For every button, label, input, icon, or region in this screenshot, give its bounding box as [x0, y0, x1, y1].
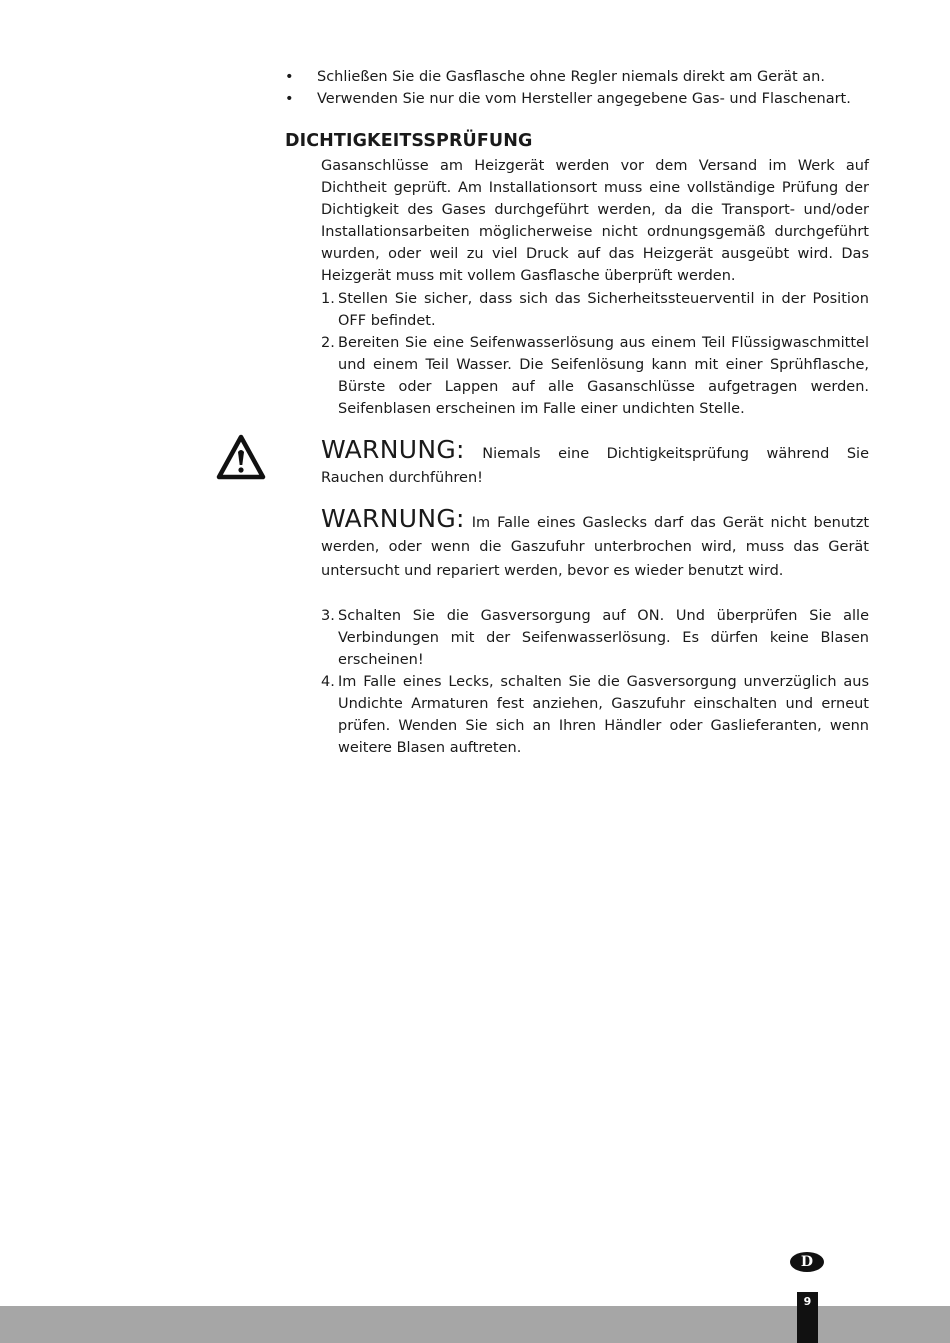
step-number: 2.: [321, 335, 335, 351]
bullet-item: [285, 88, 875, 110]
warning-label: WARNUNG:: [321, 504, 465, 533]
bullet-text: Verwenden Sie nur die vom Hersteller angegebene Gas- und Flaschenart.: [317, 91, 851, 107]
step-item: [321, 605, 869, 671]
page-number: 9: [797, 1292, 818, 1343]
steps-list-second: [321, 605, 869, 759]
warning-text: Im Falle eines Gaslecks darf das Gerät nicht benutzt werden, oder wenn die Gaszufuhr unterbrochen wird, muss das Gerät untersucht und repariert werden, bevor es wieder benutzt wird.: [321, 515, 870, 579]
step-item: [321, 288, 869, 332]
step-text: Bereiten Sie eine Seifenwasserlösung aus einem Teil Flüssigwaschmittel und einem Teil Wasser. Die Seifenlösung kann mit einer Sprühflasche, Bürste oder Lappen auf alle Gasanschlüsse aufgetragen werden. Seifenblasen erscheinen im Falle einer undichten Stelle.: [338, 335, 869, 417]
warning-triangle-icon: [216, 434, 266, 480]
step-number: 3.: [321, 608, 335, 624]
step-text: Im Falle eines Lecks, schalten Sie die Gasversorgung unverzüglich aus Undichte Armaturen fest anziehen, Gaszufuhr einschalten und erneut prüfen. Wenden Sie sich an Ihren Händler oder Gaslieferanten, wenn weitere Blasen auftreten.: [338, 674, 869, 756]
bullet-list: [285, 66, 875, 110]
step-number: 4.: [321, 674, 335, 690]
warning-smoking: [321, 435, 870, 490]
step-number: 1.: [321, 291, 335, 307]
warning-label: WARNUNG:: [321, 435, 465, 464]
warning-text: Niemals eine Dichtigkeitsprüfung während Sie Rauchen durchführen!: [321, 446, 870, 486]
step-item: [321, 671, 869, 759]
warning-gas-leak: [321, 504, 870, 583]
steps-list-first: [321, 288, 869, 420]
bullet-marker: •: [285, 91, 294, 107]
language-badge: D: [790, 1252, 824, 1272]
section-heading: DICHTIGKEITSSPRÜFUNG: [285, 131, 533, 151]
step-text: Stellen Sie sicher, dass sich das Sicherheitssteuerventil in der Position OFF befindet.: [338, 291, 869, 329]
bullet-item: [285, 66, 875, 88]
step-text: Schalten Sie die Gasversorgung auf ON. Und überprüfen Sie alle Verbindungen mit der Seifenwasserlösung. Es dürfen keine Blasen erscheinen!: [338, 608, 869, 668]
intro-paragraph: Gasanschlüsse am Heizgerät werden vor dem Versand im Werk auf Dichtheit geprüft. Am Installationsort muss eine vollständige Prüfung der Dichtigkeit des Gases durchgeführt werden, da die Transport- und/oder Installationsarbeiten möglicherweise nicht ordnungsgemäß durchgeführt wurden, oder weil zu viel Druck auf das Heizgerät ausgeübt wird. Das Heizgerät muss mit vollem Gasflasche überprüft werden.: [321, 158, 869, 284]
bullet-text: Schließen Sie die Gasflasche ohne Regler niemals direkt am Gerät an.: [317, 69, 825, 85]
bullet-marker: •: [285, 69, 294, 85]
step-item: [321, 332, 869, 420]
